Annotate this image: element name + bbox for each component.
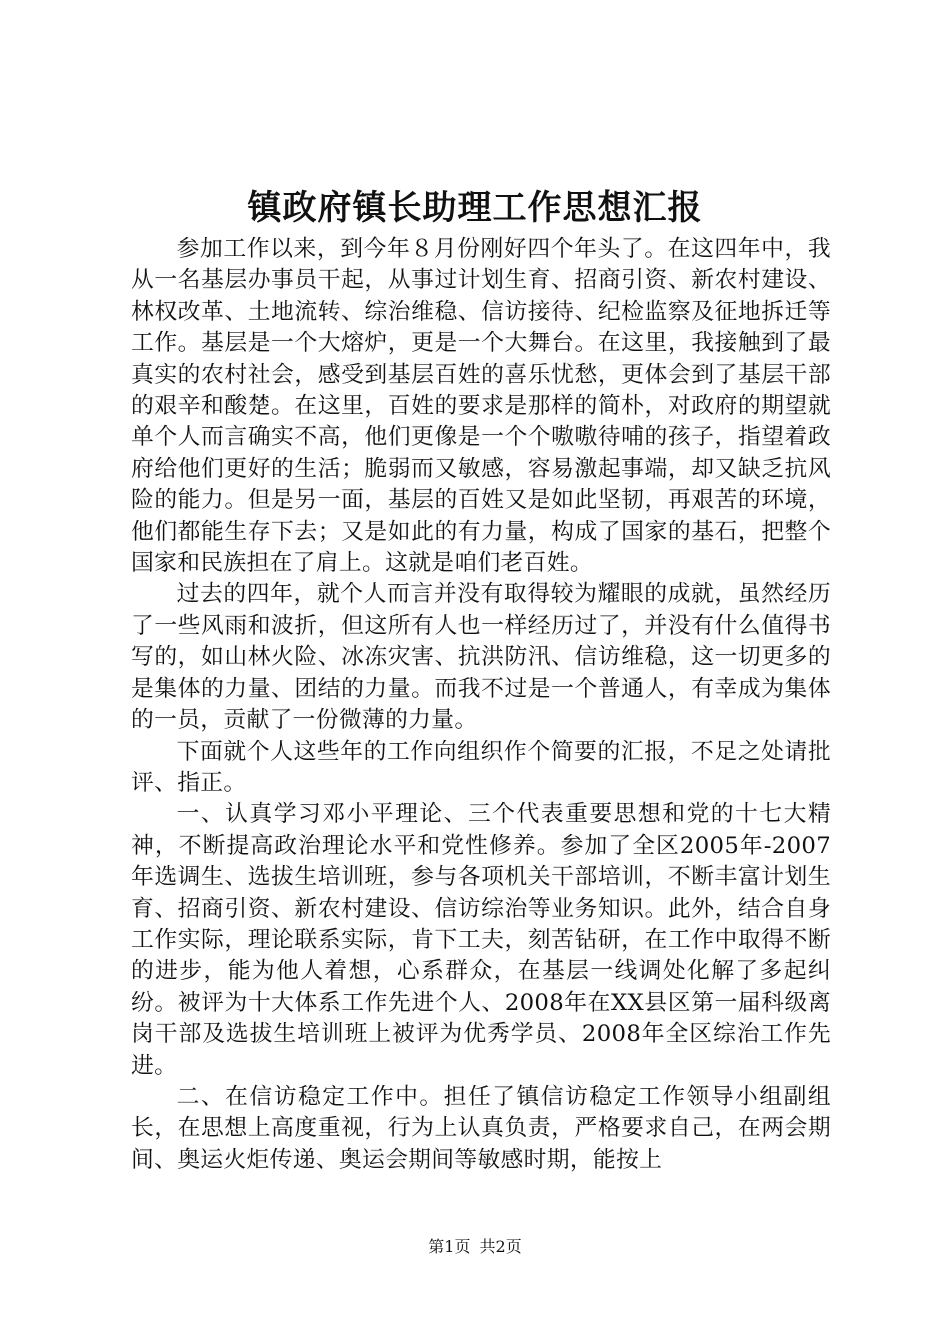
document-title: 镇政府镇长助理工作思想汇报 [247,188,703,228]
paragraph-3: 下面就个人这些年的工作向组织作个简要的汇报，不足之处请批评、指正。 [131,738,831,796]
paragraph-5: 二、在信访稳定工作中。担任了镇信访稳定工作领导小组副组长，在思想上高度重视，行为上认真负责，严格要求自己，在两会期间、奥运火炬传递、奥运会期间等敏感时期，能按上 [131,1083,831,1173]
paragraph-4: 一、认真学习邓小平理论、三个代表重要思想和党的十七大精神，不断提高政治理论水平和党性修养。参加了全区2005年-2007年选调生、选拔生培训班，参与各项机关干部培训，不断丰富计划生育、招商引资、新农村建设、信访综治等业务知识。此外，结合自身工作实际，理论联系实际，肯下工夫，刻苦钻研，在工作中取得不断的进步，能为他人着想，心系群众，在基层一线调处化解了多起纠纷。被评为十大体系工作先进个人、2008年在XX县区第一届科级离岗干部及选拔生培训班上被评为优秀学员、2008年全区综治工作先进。 [131,801,831,1079]
document-body [131,234,831,1176]
paragraph-2: 过去的四年，就个人而言并没有取得较为耀眼的成就，虽然经历了一些风雨和波折，但这所有人也一样经历过了，并没有什么值得书写的，如山林火险、冰冻灾害、抗洪防汛、信访维稳，这一切更多的是集体的力量、团结的力量。而我不过是一个普通人，有幸成为集体的一员，贡献了一份微薄的力量。 [131,581,831,734]
page-total: 共2页 [479,1237,522,1256]
page-number: 第1页 [428,1237,471,1256]
paragraph-1: 参加工作以来，到今年８月份刚好四个年头了。在这四年中，我从一名基层办事员干起，从事过计划生育、招商引资、新农村建设、林权改革、土地流转、综治维稳、信访接待、纪检监察及征地拆迁等工作。基层是一个大熔炉，更是一个大舞台。在这里，我接触到了最真实的农村社会，感受到基层百姓的喜乐忧愁，更体会到了基层干部的艰辛和酸楚。在这里，百姓的要求是那样的简朴，对政府的期望就单个人而言确实不高，他们更像是一个个嗷嗷待哺的孩子，指望着政府给他们更好的生活；脆弱而又敏感，容易激起事端，却又缺乏抗风险的能力。但是另一面，基层的百姓又是如此坚韧，再艰苦的环境，他们都能生存下去；又是如此的有力量，构成了国家的基石，把整个国家和民族担在了肩上。这就是咱们老百姓。 [131,236,831,577]
page-footer [0,1236,950,1258]
